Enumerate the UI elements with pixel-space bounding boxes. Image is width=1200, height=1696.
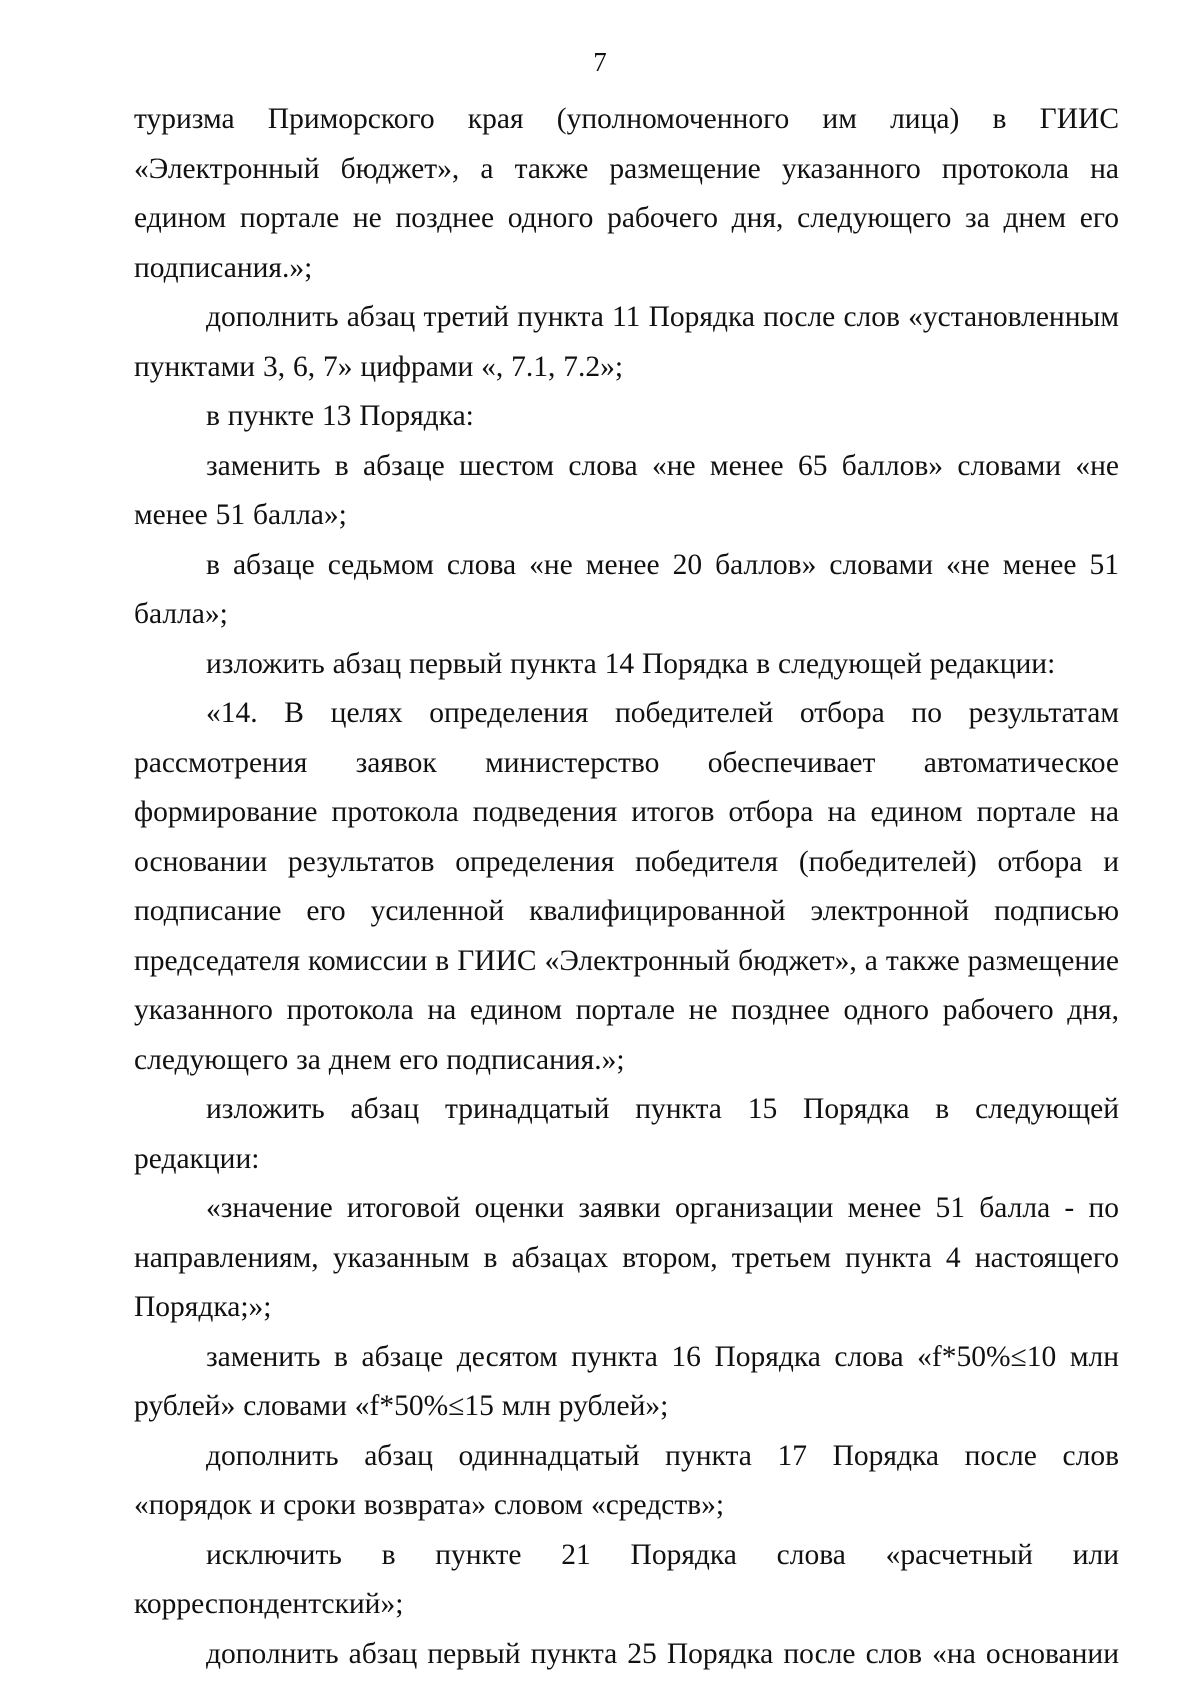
- paragraph: изложить абзац первый пункта 14 Порядка в следующей редакции:: [206, 647, 1056, 680]
- paragraph: заменить в абзаце шестом слова «не менее 65 баллов» словами «не менее 51 балла»;: [134, 449, 1119, 531]
- paragraph: в абзаце седьмом слова «не менее 20 баллов» словами «не менее 51 балла»;: [134, 548, 1119, 630]
- paragraph: туризма Приморского края (уполномоченного им лица) в ГИИС «Электронный бюджет», а также размещение указанного протокола на едином портале не позднее одного рабочего дня, следующего за днем его подписания.»;: [134, 103, 1119, 284]
- paragraph: «значение итоговой оценки заявки организации менее 51 балла - по направлениям, указанным в абзацах втором, третьем пункта 4 настоящего Порядка;»;: [134, 1192, 1119, 1323]
- paragraph: «14. В целях определения победителей отбора по результатам рассмотрения заявок министерство обеспечивает автоматическое формирование протокола подведения итогов отбора на едином портале на основании результатов определения победителя (победителей) отбора и подписание его усиленной квалифицированной электронной подписью председателя комиссии в ГИИС «Электронный бюджет», а также размещение указанного протокола на едином портале не позднее одного рабочего дня, следующего за днем его подписания.»;: [134, 697, 1119, 1076]
- paragraph: дополнить абзац одиннадцатый пункта 17 Порядка после слов «порядок и сроки возврата» словом «средств»;: [134, 1439, 1119, 1521]
- document-body: [134, 95, 1119, 1679]
- paragraph: исключить в пункте 21 Порядка слова «расчетный или корреспондентский»;: [134, 1538, 1119, 1620]
- paragraph: дополнить абзац третий пункта 11 Порядка после слов «установленным пунктами 3, 6, 7» цифрами «, 7.1, 7.2»;: [134, 301, 1119, 383]
- paragraph: заменить в абзаце десятом пункта 16 Порядка слова «f*50%≤10 млн рублей» словами «f*50%≤15 млн рублей»;: [134, 1340, 1119, 1422]
- page-number: 7: [593, 47, 607, 77]
- paragraph-continued: дополнить абзац первый пункта 25 Порядка после слов «на основании: [206, 1637, 1119, 1670]
- paragraph: изложить абзац тринадцатый пункта 15 Порядка в следующей редакции:: [134, 1093, 1119, 1175]
- paragraph: в пункте 13 Порядка:: [206, 400, 474, 432]
